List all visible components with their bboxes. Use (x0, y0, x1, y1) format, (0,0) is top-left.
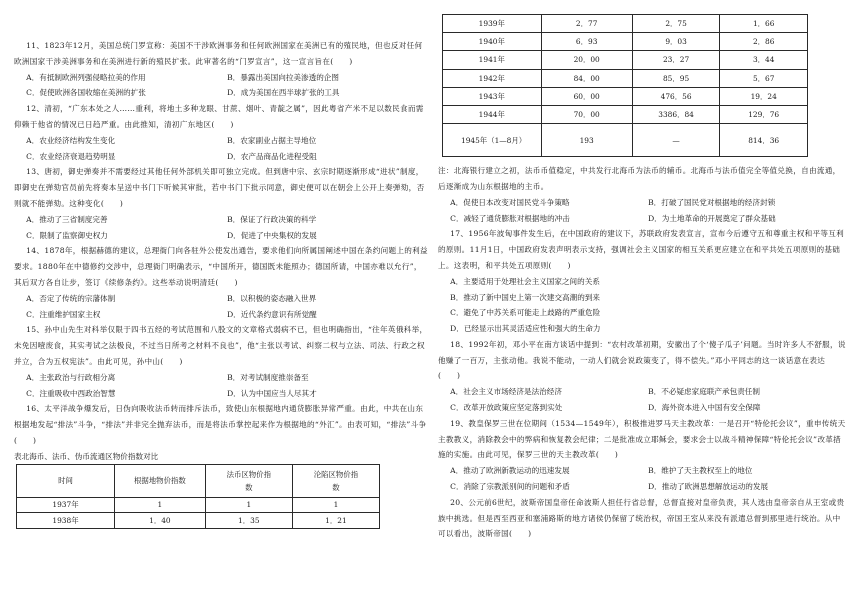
table-row (443, 69, 808, 87)
q18-option-a[interactable]: A．社会主义市场经济是法治经济 (450, 387, 562, 397)
q17-option-a[interactable]: A．主要适用于处理社会主义国家之间的关系 (450, 276, 600, 286)
cell-year: 1942年 (443, 69, 542, 87)
cell-year: 1943年 (443, 87, 542, 105)
cell-value: 2．75 (632, 15, 720, 33)
cell-value: 2．86 (720, 33, 808, 51)
table-row (17, 497, 380, 512)
q17-options (450, 274, 846, 337)
q15-option-a[interactable]: A．主张政治与行政相分离 (26, 372, 116, 382)
q16-option-d[interactable]: D．为土地革命的开展奠定了群众基础 (648, 213, 776, 223)
q12-option-a[interactable]: A．农业经济结构发生变化 (26, 135, 116, 145)
q13-option-b[interactable]: B．保证了行政决策的科学 (227, 214, 317, 224)
cell-value: 3386．84 (632, 105, 720, 123)
left-column (14, 0, 428, 529)
q13-options (26, 212, 428, 244)
table-row (443, 105, 808, 123)
q11-option-c[interactable]: C．促使欧洲各国收缩在美洲的扩张 (26, 88, 146, 98)
cell-value: 85．95 (632, 69, 720, 87)
q15-option-b[interactable]: B．对考试制度推崇备至 (227, 372, 309, 382)
cell-value: 193 (541, 124, 632, 157)
q18-options (450, 384, 846, 416)
q20-stem: 20、公元前6世纪，波斯帝国皇帝任命波斯人担任行省总督，总督直接对皇帝负责，其人选由皇帝亲自从王室或贵族中挑选。但是西至西亚和塞浦路斯的地方诸侯仍保留了统治权，帝国王室从来没有派遣总督到那里进行统治。从中可以看出，波斯帝国( ) (438, 497, 845, 539)
q11-option-a[interactable]: A．有抵制欧洲列强侵略拉美的作用 (26, 72, 146, 82)
cell-year: 1937年 (17, 497, 115, 512)
q14-option-c[interactable]: C．注重维护国家主权 (26, 309, 101, 319)
q12-options (26, 133, 428, 165)
header-time: 时间 (17, 464, 115, 497)
table-caption: 表北海币、法币、伪币流通区物价指数对比 (14, 451, 159, 461)
q16-options (450, 195, 846, 227)
cell-year: 1944年 (443, 105, 542, 123)
header-occupied-area: 沦陷区物价指数 (292, 464, 379, 497)
header-fabi-area: 法币区物价指数 (205, 464, 292, 497)
q16-option-a[interactable]: A．促使日本改变对国民党斗争策略 (450, 197, 570, 207)
q19-options (450, 463, 846, 495)
cell-value: 84．00 (541, 69, 632, 87)
cell-value: 19．24 (720, 87, 808, 105)
cell-value: 20．00 (541, 51, 632, 69)
table-row (17, 513, 380, 528)
q18-stem: 18、1992年初，邓小平在南方谈话中提到：“农村改革初期，安徽出了个‘傻子瓜子’问题。当时许多人不舒服，说他赚了一百万，主张动他。我说不能动，一动人们就会说政策变了，得不偿失。”邓小平同志的这一谈话意在表达( ) (438, 339, 846, 381)
q12-option-d[interactable]: D．农产品商品化进程受阻 (227, 151, 317, 161)
header-base-area: 根据地物价指数 (115, 464, 206, 497)
q17-option-b[interactable]: B．推动了新中国史上第一次建交高潮的到来 (450, 292, 601, 302)
q12-option-b[interactable]: B．农家副业占据主导地位 (227, 135, 317, 145)
q16-option-c[interactable]: C．减轻了通货膨胀对根据地的冲击 (450, 213, 570, 223)
q14-options (26, 291, 428, 323)
cell-value: 1 (205, 497, 292, 512)
q15-options (26, 370, 428, 402)
q14-option-a[interactable]: A．否定了传统的宗藩体制 (26, 293, 116, 303)
q14-option-d[interactable]: D．近代条约意识有所觉醒 (227, 309, 317, 319)
table-row (443, 87, 808, 105)
q18-option-b[interactable]: B．不必疑虑家庭联产承包责任制 (648, 387, 760, 397)
cell-year: 1941年 (443, 51, 542, 69)
q15-stem: 15、孙中山先生对科举仅限于四书五经的考试范围和八股文的文章格式弱病不已，但也明确指出，“往年英俄科举，未免因噎废食，其实考试之法极良，不过当日所考之材料不良也”，他“主张以考试、纠察二权与立法、司法、行政之权并立，合为五权宪法”。由此可见，孙中山( ) (14, 325, 428, 366)
q12-stem: 12、清初，“广东本处之人……重利，将地土多种龙眼、甘蔗、烟叶、青靛之属”，因此粤省产米不足以数民食而需仰赖于他省的情况已日趋严重。由此推知，清初广东地区( ) (14, 104, 424, 129)
q19-option-a[interactable]: A．推动了欧洲新教运动的迅速发展 (450, 466, 570, 476)
cell-value: 9．03 (632, 33, 720, 51)
table-note: 注：北海银行建立之初，法币币值稳定，中共发行北海币为法币的辅币。北海币与法币值完全等值兑换，自由流通，后逐渐成为山东根据地的主币。 (438, 166, 841, 191)
right-column (438, 0, 846, 542)
cell-value: 1．35 (205, 513, 292, 528)
cell-value: 129．76 (720, 105, 808, 123)
cell-value: — (632, 124, 720, 157)
cell-value: 476．56 (632, 87, 720, 105)
q12-option-c[interactable]: C．农业经济衰退趋势明显 (26, 151, 116, 161)
cell-value: 1 (115, 497, 206, 512)
cell-value: 23．27 (632, 51, 720, 69)
q11-options (26, 70, 428, 102)
q15-option-d[interactable]: D．认为中国应当人尽其才 (227, 388, 317, 398)
cell-year: 1938年 (17, 513, 115, 528)
q11-option-d[interactable]: D．成为美国在西半球扩张的工具 (227, 88, 340, 98)
q16-stem: 16、太平洋战争爆发后，日伪向吸收法币转而排斥法币，致使山东根据地内通货膨胀异常严重。由此，中共在山东根据地发起“排法”斗争，“排法”并非完全抛弃法币，而是将法币掌控起来作为根据地的“外汇”。由表可知，“排法”斗争( ) (14, 404, 427, 445)
cell-year: 1939年 (443, 15, 542, 33)
cell-value: 60．00 (541, 87, 632, 105)
table-row (443, 124, 808, 157)
q17-stem: 17、1956年波匈事件发生后，在中国政府的建议下，苏联政府发表宣言，宣布今后遵守五和尊重主权和平等互利的原则。11月1日，中国政府发表声明表示支持，强调社会主义国家的相互关系更应建立在和平共处五项原则的基础上。这表明，和平共处五项原则( ) (438, 229, 845, 270)
table-row (443, 51, 808, 69)
q18-option-c[interactable]: C．改革开放政策应坚定落到实处 (450, 403, 563, 413)
cell-value: 1．40 (115, 513, 206, 528)
cell-value: 5．67 (720, 69, 808, 87)
cell-value: 6．93 (541, 33, 632, 51)
q15-option-c[interactable]: C．注重吸收中西政治智慧 (26, 388, 116, 398)
q19-option-b[interactable]: B．维护了天主教权至上的地位 (648, 466, 753, 476)
q19-option-d[interactable]: D．推动了欧洲思想解放运动的发展 (648, 482, 769, 492)
cell-value: 1．21 (292, 513, 379, 528)
price-index-table-part1 (16, 464, 380, 529)
q13-option-c[interactable]: C．限制了监察御史权力 (26, 230, 108, 240)
q11-stem: 11、1823年12月，美国总统门罗宣称：美国不干涉欧洲事务和任何欧洲国家在美洲已有的殖民地，但也反对任何欧洲国家干涉美洲事务和在美洲进行新的殖民扩张。此审著名的“门罗宣言”，这一宣言旨在( ) (14, 41, 423, 66)
q14-stem: 14、1878年，根据赫德的建议，总理衙门向各驻外公使发出通告，要求他们向所属国阐述中国在条约问题上的利益要求。1880年在中德修约交涉中，总理衙门明确表示，“中国所开，德国既未能照办；德国所请，中国亦难以允行”，其后双方各自让步，签订《续修条约》。这些举动说明清廷( ) (14, 246, 428, 287)
q17-option-c[interactable]: C．避免了中苏关系可能走上歧路的严重危险 (450, 308, 601, 318)
q18-option-d[interactable]: D．海外资本进入中国有安全保障 (648, 403, 761, 413)
q17-option-d[interactable]: D．已经显示出其灵活适应性和强大的生命力 (450, 324, 601, 334)
cell-value: 2．77 (541, 15, 632, 33)
table-header-row (17, 464, 380, 497)
q13-option-a[interactable]: A．推动了三省制度完善 (26, 214, 108, 224)
q13-option-d[interactable]: D．促进了中央集权的发展 (227, 230, 317, 240)
q11-option-b[interactable]: B．暴露出美国向拉美渗透的企图 (227, 72, 339, 82)
table-row (443, 33, 808, 51)
cell-value: 3．44 (720, 51, 808, 69)
cell-value: 1．66 (720, 15, 808, 33)
cell-value: 1 (292, 497, 379, 512)
q19-option-c[interactable]: C．消除了宗教派别间的问题和矛盾 (450, 482, 570, 492)
q14-option-b[interactable]: B．以积极的姿态融入世界 (227, 293, 317, 303)
q16-option-b[interactable]: B．打破了国民党对根据地的经济封锁 (648, 197, 776, 207)
table-row (443, 15, 808, 33)
price-index-table-part2 (442, 14, 808, 157)
cell-value: 814．36 (720, 124, 808, 157)
cell-value: 70．00 (541, 105, 632, 123)
q13-stem: 13、唐初，御史弹奏并不需要经过其他任何外部机关即可独立完成。但到唐中宗、玄宗时期逐渐形成“进状”制度，即御史在弹劾官员前先将奏本呈送中书门下听候其审批，若中书门下批示同意，御史便可以在朝会上公开上奏弹劾，否则就不能弹劾。这种变化( ) (14, 167, 425, 208)
cell-year: 1945年（1—8月） (443, 124, 542, 157)
cell-year: 1940年 (443, 33, 542, 51)
q19-stem: 19、教皇保罗三世在位期间（1534—1549年），积极推进罗马天主教改革：一是召开“特伦托会议”，重申传统天主教教义，消除教会中的弊病和恢复教会纪律；二是批准成立耶稣会，要求会士以战斗精神保障“特伦托会议”改革措施的实施。由此可见，保罗三世的天主教改革( ) (438, 418, 846, 460)
